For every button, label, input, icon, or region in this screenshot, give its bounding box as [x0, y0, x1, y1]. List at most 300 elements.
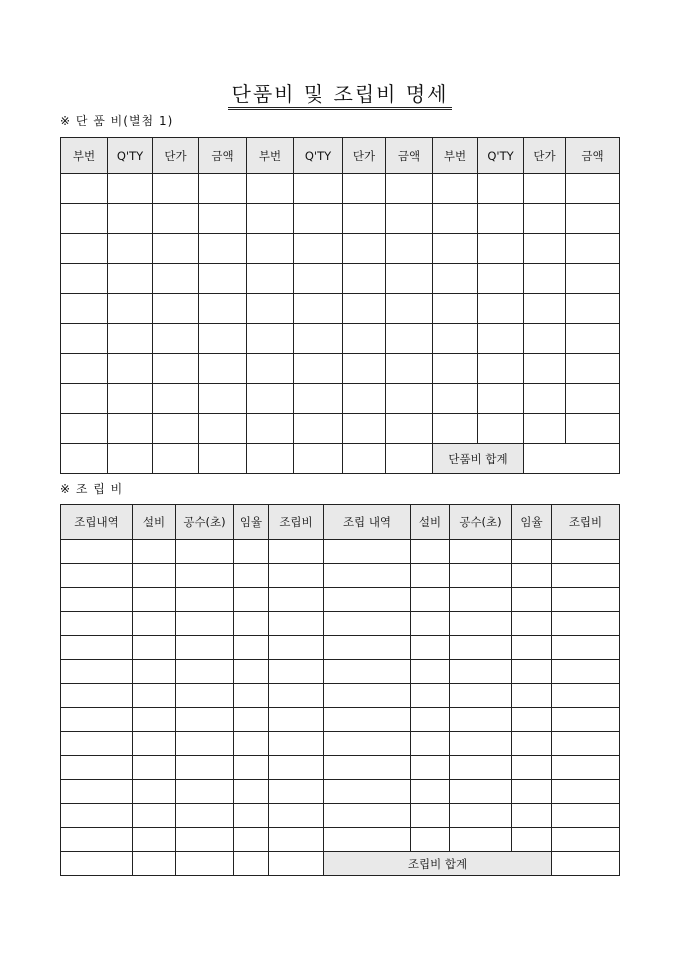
table-cell[interactable] [386, 294, 433, 324]
table-cell[interactable] [234, 612, 269, 636]
table-cell[interactable] [294, 264, 343, 294]
table-cell[interactable] [199, 444, 247, 474]
table-cell[interactable] [566, 294, 620, 324]
table-cell[interactable] [512, 564, 552, 588]
table-cell[interactable] [524, 414, 566, 444]
table-cell[interactable] [108, 264, 153, 294]
table-cell[interactable] [153, 354, 199, 384]
table-cell[interactable] [61, 804, 133, 828]
table-cell[interactable] [566, 204, 620, 234]
table-cell[interactable] [450, 636, 512, 660]
parts-header-cell: Q'TY [108, 138, 153, 174]
table-cell[interactable] [386, 384, 433, 414]
table-cell[interactable] [133, 636, 176, 660]
table-cell[interactable] [153, 414, 199, 444]
table-cell[interactable] [176, 828, 234, 852]
table-cell[interactable] [450, 588, 512, 612]
table-cell[interactable] [108, 174, 153, 204]
table-cell[interactable] [566, 234, 620, 264]
table-cell[interactable] [269, 612, 324, 636]
table-cell[interactable] [433, 204, 478, 234]
table-cell[interactable] [61, 756, 133, 780]
table-cell[interactable] [234, 804, 269, 828]
table-cell[interactable] [294, 444, 343, 474]
table-cell[interactable] [199, 324, 247, 354]
table-cell[interactable] [133, 732, 176, 756]
table-cell[interactable] [450, 708, 512, 732]
table-cell[interactable] [512, 636, 552, 660]
table-cell[interactable] [247, 264, 294, 294]
table-cell[interactable] [61, 234, 108, 264]
table-cell[interactable] [61, 612, 133, 636]
table-cell[interactable] [450, 660, 512, 684]
table-cell[interactable] [478, 204, 524, 234]
table-cell[interactable] [269, 804, 324, 828]
table-cell[interactable] [478, 264, 524, 294]
table-cell[interactable] [343, 174, 386, 204]
table-cell[interactable] [450, 564, 512, 588]
table-cell[interactable] [478, 174, 524, 204]
table-row [61, 204, 620, 234]
table-cell[interactable] [199, 414, 247, 444]
table-cell[interactable] [524, 204, 566, 234]
table-cell[interactable] [294, 234, 343, 264]
table-cell[interactable] [61, 204, 108, 234]
table-cell[interactable] [153, 234, 199, 264]
table-cell[interactable] [234, 828, 269, 852]
table-row [61, 564, 620, 588]
table-cell[interactable] [450, 780, 512, 804]
assembly-header-cell: 공수(초) [176, 505, 234, 540]
table-cell[interactable] [108, 204, 153, 234]
table-cell[interactable] [61, 294, 108, 324]
parts-header-cell: 단가 [343, 138, 386, 174]
table-cell[interactable] [234, 732, 269, 756]
table-cell[interactable] [343, 414, 386, 444]
table-cell[interactable] [386, 324, 433, 354]
table-cell[interactable] [269, 708, 324, 732]
table-cell[interactable] [247, 174, 294, 204]
table-cell[interactable] [269, 684, 324, 708]
table-cell[interactable] [324, 636, 411, 660]
table-cell[interactable] [153, 384, 199, 414]
table-cell[interactable] [524, 174, 566, 204]
table-cell[interactable] [108, 414, 153, 444]
table-cell[interactable] [552, 828, 620, 852]
parts-header-cell: Q'TY [294, 138, 343, 174]
table-cell[interactable] [411, 588, 450, 612]
table-cell[interactable] [133, 660, 176, 684]
table-cell[interactable] [324, 660, 411, 684]
table-cell[interactable] [552, 564, 620, 588]
table-cell[interactable] [411, 660, 450, 684]
parts-header-cell: Q'TY [478, 138, 524, 174]
table-cell[interactable] [247, 294, 294, 324]
table-row [61, 828, 620, 852]
table-cell[interactable] [234, 756, 269, 780]
table-cell[interactable] [247, 324, 294, 354]
table-row [61, 612, 620, 636]
table-cell[interactable] [512, 780, 552, 804]
table-cell[interactable] [133, 612, 176, 636]
table-cell[interactable] [176, 684, 234, 708]
table-cell[interactable] [450, 756, 512, 780]
parts-total-value[interactable] [524, 444, 620, 474]
table-cell[interactable] [386, 354, 433, 384]
assembly-header-cell: 공수(초) [450, 505, 512, 540]
table-cell[interactable] [269, 564, 324, 588]
table-cell[interactable] [343, 324, 386, 354]
table-cell[interactable] [199, 264, 247, 294]
table-cell[interactable] [108, 384, 153, 414]
table-cell[interactable] [343, 354, 386, 384]
table-cell[interactable] [524, 264, 566, 294]
table-cell[interactable] [512, 732, 552, 756]
table-cell[interactable] [433, 234, 478, 264]
table-cell[interactable] [411, 564, 450, 588]
table-row [61, 780, 620, 804]
table-cell[interactable] [133, 804, 176, 828]
table-cell[interactable] [153, 204, 199, 234]
table-cell[interactable] [324, 780, 411, 804]
table-cell[interactable] [234, 852, 269, 876]
table-row [61, 660, 620, 684]
table-cell[interactable] [108, 324, 153, 354]
table-cell[interactable] [153, 294, 199, 324]
table-cell[interactable] [411, 540, 450, 564]
table-cell[interactable] [478, 354, 524, 384]
table-cell[interactable] [294, 324, 343, 354]
table-cell[interactable] [176, 564, 234, 588]
table-cell[interactable] [512, 756, 552, 780]
table-cell[interactable] [450, 828, 512, 852]
table-cell[interactable] [234, 780, 269, 804]
table-cell[interactable] [133, 588, 176, 612]
table-cell[interactable] [552, 612, 620, 636]
table-row [61, 684, 620, 708]
table-row [61, 804, 620, 828]
table-row [61, 354, 620, 384]
table-cell[interactable] [199, 294, 247, 324]
table-cell[interactable] [61, 174, 108, 204]
table-cell[interactable] [566, 354, 620, 384]
parts-header-cell: 단가 [153, 138, 199, 174]
table-cell[interactable] [524, 234, 566, 264]
table-cell[interactable] [294, 294, 343, 324]
table-cell[interactable] [176, 804, 234, 828]
table-cell[interactable] [343, 234, 386, 264]
table-cell[interactable] [133, 684, 176, 708]
table-cell[interactable] [61, 684, 133, 708]
assembly-header-cell: 임율 [512, 505, 552, 540]
table-cell[interactable] [566, 324, 620, 354]
table-cell[interactable] [478, 234, 524, 264]
table-cell[interactable] [199, 384, 247, 414]
table-cell[interactable] [153, 324, 199, 354]
table-cell[interactable] [176, 612, 234, 636]
table-cell[interactable] [478, 294, 524, 324]
table-cell[interactable] [552, 660, 620, 684]
table-cell[interactable] [512, 588, 552, 612]
page-title-text: 단품비 및 조립비 명세 [228, 82, 453, 110]
table-cell[interactable] [512, 804, 552, 828]
table-cell[interactable] [294, 384, 343, 414]
table-cell[interactable] [234, 660, 269, 684]
table-cell[interactable] [61, 660, 133, 684]
table-cell[interactable] [61, 324, 108, 354]
table-cell[interactable] [411, 708, 450, 732]
table-cell[interactable] [324, 588, 411, 612]
table-cell[interactable] [411, 612, 450, 636]
table-cell[interactable] [269, 636, 324, 660]
table-cell[interactable] [176, 660, 234, 684]
table-cell[interactable] [108, 444, 153, 474]
table-cell[interactable] [478, 324, 524, 354]
table-cell[interactable] [61, 384, 108, 414]
table-cell[interactable] [108, 234, 153, 264]
table-row [61, 264, 620, 294]
table-cell[interactable] [234, 708, 269, 732]
table-cell[interactable] [324, 732, 411, 756]
table-cell[interactable] [386, 264, 433, 294]
assembly-header-cell: 조립비 [269, 505, 324, 540]
table-cell[interactable] [450, 612, 512, 636]
table-cell[interactable] [552, 540, 620, 564]
table-cell[interactable] [450, 804, 512, 828]
table-cell[interactable] [176, 852, 234, 876]
table-cell[interactable] [512, 612, 552, 636]
table-cell[interactable] [433, 294, 478, 324]
parts-header-cell: 단가 [524, 138, 566, 174]
assembly-header-cell: 설비 [411, 505, 450, 540]
table-cell[interactable] [176, 588, 234, 612]
table-cell[interactable] [153, 174, 199, 204]
parts-total-label: 단품비 합계 [433, 444, 524, 474]
table-cell[interactable] [324, 828, 411, 852]
table-cell[interactable] [294, 354, 343, 384]
table-cell[interactable] [386, 204, 433, 234]
parts-header-cell: 금액 [566, 138, 620, 174]
table-cell[interactable] [552, 684, 620, 708]
table-cell[interactable] [234, 588, 269, 612]
table-cell[interactable] [411, 636, 450, 660]
table-cell[interactable] [343, 264, 386, 294]
table-cell[interactable] [294, 204, 343, 234]
table-cell[interactable] [386, 234, 433, 264]
table-cell[interactable] [450, 684, 512, 708]
table-cell[interactable] [199, 354, 247, 384]
table-cell[interactable] [269, 540, 324, 564]
table-cell[interactable] [478, 384, 524, 414]
table-cell[interactable] [433, 354, 478, 384]
table-cell[interactable] [199, 234, 247, 264]
table-cell[interactable] [153, 444, 199, 474]
table-cell[interactable] [176, 756, 234, 780]
table-cell[interactable] [343, 204, 386, 234]
table-cell[interactable] [552, 636, 620, 660]
table-cell[interactable] [269, 588, 324, 612]
table-cell[interactable] [343, 294, 386, 324]
table-cell[interactable] [386, 414, 433, 444]
table-cell[interactable] [61, 444, 108, 474]
table-cell[interactable] [247, 384, 294, 414]
table-cell[interactable] [133, 564, 176, 588]
table-cell[interactable] [61, 354, 108, 384]
table-cell[interactable] [269, 780, 324, 804]
table-cell[interactable] [450, 540, 512, 564]
table-cell[interactable] [552, 780, 620, 804]
table-cell[interactable] [450, 732, 512, 756]
table-cell[interactable] [324, 804, 411, 828]
table-cell[interactable] [247, 354, 294, 384]
parts-total-row [61, 444, 620, 474]
parts-header-cell: 부번 [433, 138, 478, 174]
table-cell[interactable] [478, 414, 524, 444]
parts-cost-table [60, 137, 620, 474]
table-cell[interactable] [552, 588, 620, 612]
table-cell[interactable] [234, 540, 269, 564]
table-cell[interactable] [176, 540, 234, 564]
table-cell[interactable] [199, 204, 247, 234]
table-cell[interactable] [411, 684, 450, 708]
table-cell[interactable] [433, 324, 478, 354]
table-cell[interactable] [61, 732, 133, 756]
table-row [61, 384, 620, 414]
table-cell[interactable] [524, 384, 566, 414]
table-cell[interactable] [61, 852, 133, 876]
table-cell[interactable] [386, 174, 433, 204]
table-cell[interactable] [512, 684, 552, 708]
assembly-section-label: ※ 조 립 비 [60, 482, 124, 496]
table-cell[interactable] [133, 540, 176, 564]
assembly-header-cell: 조립내역 [61, 505, 133, 540]
table-cell[interactable] [324, 756, 411, 780]
assembly-total-value[interactable] [552, 852, 620, 876]
table-cell[interactable] [176, 780, 234, 804]
table-cell[interactable] [61, 540, 133, 564]
table-cell[interactable] [61, 588, 133, 612]
table-row [61, 636, 620, 660]
table-cell[interactable] [552, 804, 620, 828]
table-cell[interactable] [324, 540, 411, 564]
parts-header-cell: 부번 [61, 138, 108, 174]
table-cell[interactable] [324, 708, 411, 732]
table-cell[interactable] [566, 174, 620, 204]
table-row [61, 756, 620, 780]
table-cell[interactable] [411, 828, 450, 852]
table-cell[interactable] [176, 636, 234, 660]
table-cell[interactable] [133, 756, 176, 780]
table-cell[interactable] [566, 414, 620, 444]
table-row [61, 540, 620, 564]
table-row [61, 294, 620, 324]
table-cell[interactable] [247, 444, 294, 474]
table-cell[interactable] [153, 264, 199, 294]
table-row [61, 732, 620, 756]
parts-header-cell: 금액 [199, 138, 247, 174]
table-cell[interactable] [247, 234, 294, 264]
table-row [61, 324, 620, 354]
table-cell[interactable] [199, 174, 247, 204]
table-cell[interactable] [343, 384, 386, 414]
table-cell[interactable] [61, 828, 133, 852]
table-cell[interactable] [133, 852, 176, 876]
table-cell[interactable] [566, 384, 620, 414]
table-cell[interactable] [386, 444, 433, 474]
table-cell[interactable] [324, 564, 411, 588]
table-cell[interactable] [294, 414, 343, 444]
table-cell[interactable] [512, 660, 552, 684]
table-cell[interactable] [566, 264, 620, 294]
table-cell[interactable] [343, 444, 386, 474]
table-cell[interactable] [176, 732, 234, 756]
assembly-total-label: 조립비 합계 [324, 852, 552, 876]
table-cell[interactable] [234, 636, 269, 660]
table-cell[interactable] [133, 780, 176, 804]
table-row [61, 708, 620, 732]
table-cell[interactable] [133, 708, 176, 732]
table-cell[interactable] [176, 708, 234, 732]
table-cell[interactable] [269, 828, 324, 852]
table-cell[interactable] [552, 708, 620, 732]
table-cell[interactable] [433, 174, 478, 204]
table-cell[interactable] [411, 780, 450, 804]
table-cell[interactable] [247, 414, 294, 444]
table-cell[interactable] [269, 756, 324, 780]
table-cell[interactable] [133, 828, 176, 852]
table-cell[interactable] [512, 540, 552, 564]
table-cell[interactable] [234, 684, 269, 708]
table-cell[interactable] [433, 384, 478, 414]
table-cell[interactable] [61, 636, 133, 660]
table-cell[interactable] [61, 564, 133, 588]
assembly-header-cell: 설비 [133, 505, 176, 540]
table-cell[interactable] [108, 354, 153, 384]
table-cell[interactable] [433, 264, 478, 294]
assembly-total-row [61, 852, 620, 876]
table-cell[interactable] [294, 174, 343, 204]
table-cell[interactable] [324, 612, 411, 636]
table-cell[interactable] [61, 264, 108, 294]
parts-header-row [61, 138, 620, 174]
table-cell[interactable] [411, 804, 450, 828]
table-cell[interactable] [512, 828, 552, 852]
table-cell[interactable] [524, 294, 566, 324]
assembly-header-cell: 임율 [234, 505, 269, 540]
table-cell[interactable] [247, 204, 294, 234]
table-cell[interactable] [433, 414, 478, 444]
table-cell[interactable] [524, 354, 566, 384]
table-cell[interactable] [552, 756, 620, 780]
table-cell[interactable] [411, 732, 450, 756]
table-cell[interactable] [269, 852, 324, 876]
table-row [61, 588, 620, 612]
table-cell[interactable] [108, 294, 153, 324]
table-cell[interactable] [269, 660, 324, 684]
table-cell[interactable] [324, 684, 411, 708]
table-cell[interactable] [269, 732, 324, 756]
table-cell[interactable] [61, 780, 133, 804]
table-cell[interactable] [234, 564, 269, 588]
table-cell[interactable] [524, 324, 566, 354]
table-cell[interactable] [61, 414, 108, 444]
table-cell[interactable] [411, 756, 450, 780]
assembly-header-row [61, 505, 620, 540]
table-cell[interactable] [512, 708, 552, 732]
table-cell[interactable] [61, 708, 133, 732]
table-row [61, 234, 620, 264]
table-cell[interactable] [552, 732, 620, 756]
